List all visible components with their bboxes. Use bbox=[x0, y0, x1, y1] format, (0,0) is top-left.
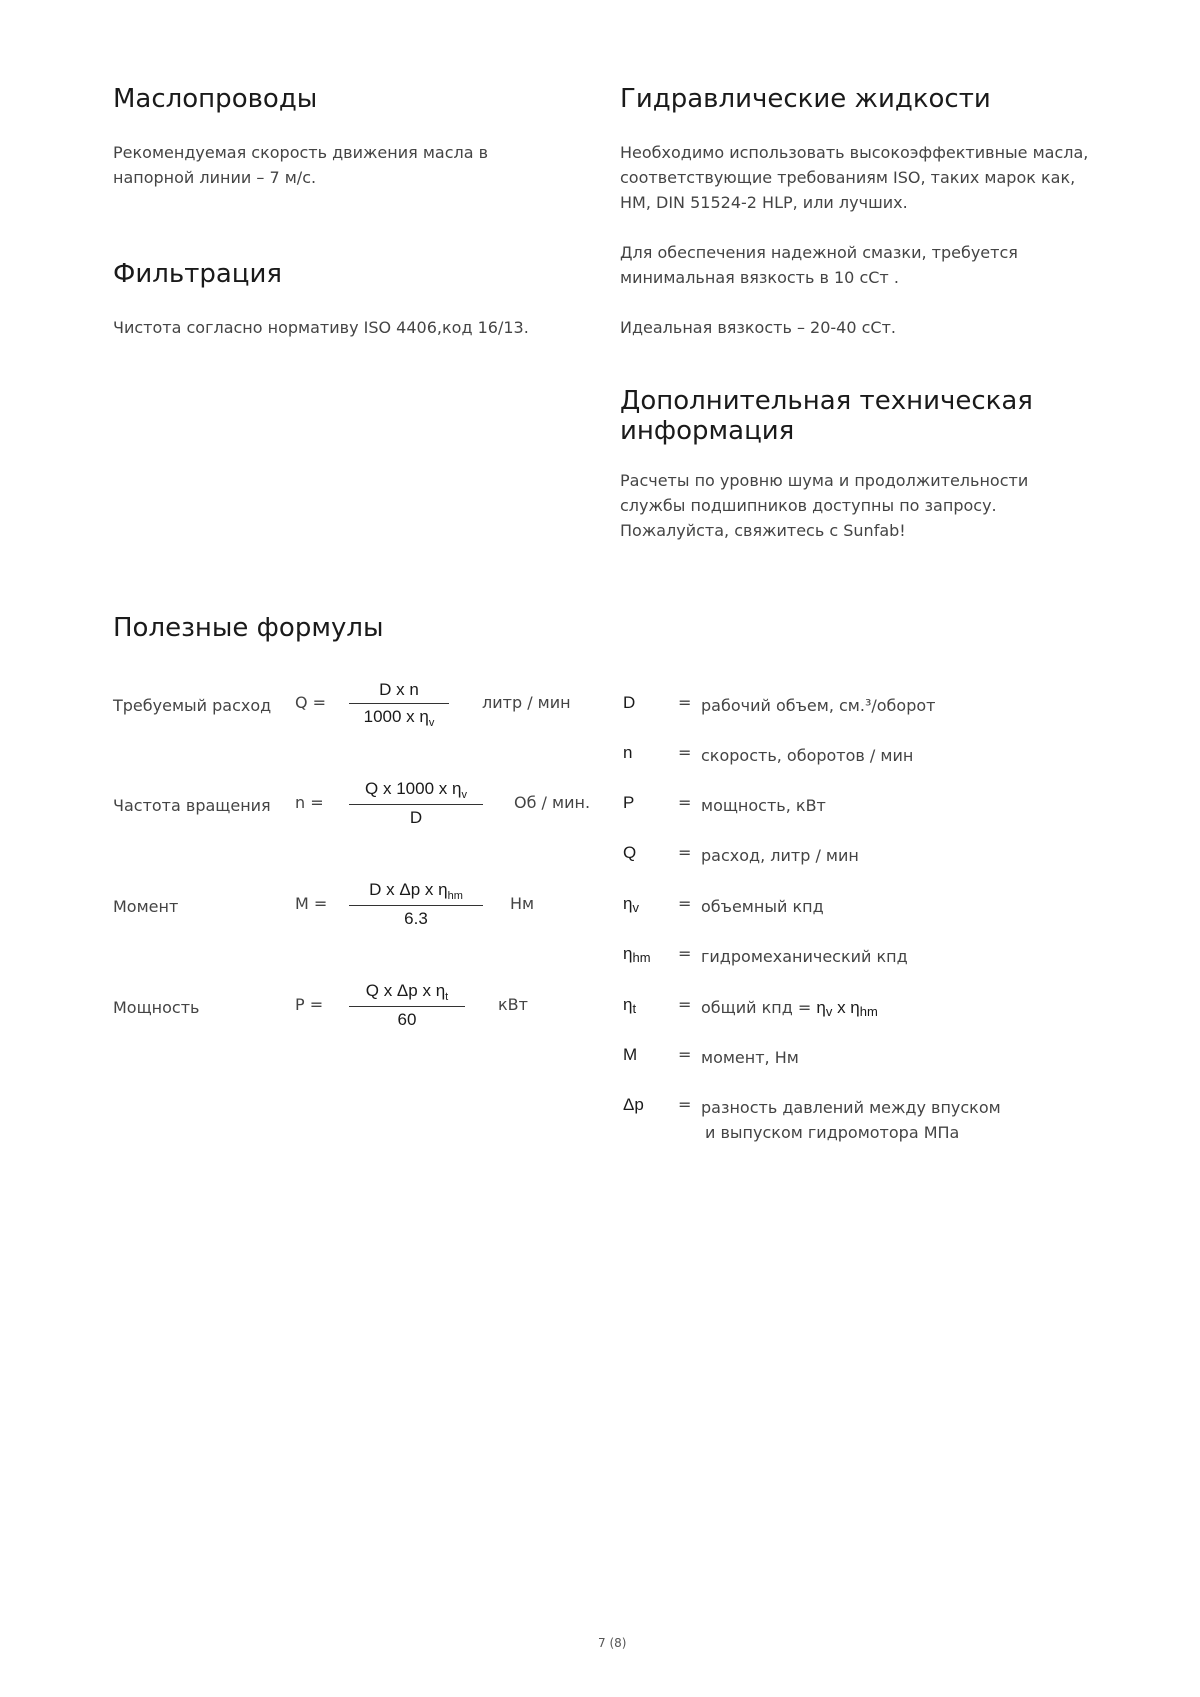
definition-symbol: $\eta_v$ bbox=[623, 894, 639, 915]
formula-label: Мощность bbox=[113, 998, 200, 1017]
fraction-denominator: 6.3 bbox=[404, 909, 428, 928]
formula-fraction bbox=[349, 779, 483, 828]
definition-symbol: Q bbox=[623, 843, 637, 862]
fraction-denominator: 1000 x $\eta_v$ bbox=[363, 707, 435, 729]
filtration-text: Чистота согласно нормативу ISO 4406,код 16/13. bbox=[113, 318, 529, 337]
definition-equals: = bbox=[678, 944, 692, 963]
definition-description: рабочий объем, см.³/оборот bbox=[701, 696, 936, 715]
filtration-title: Фильтрация bbox=[113, 259, 283, 289]
definition-description: гидромеханический кпд bbox=[701, 947, 908, 966]
definition-equals: = bbox=[678, 693, 692, 712]
formula-unit: Об / мин. bbox=[514, 793, 591, 812]
page-number: 7 (8) bbox=[598, 1636, 627, 1650]
formula-fraction bbox=[349, 981, 465, 1030]
fraction-numerator: Q x 1000 x $\eta_v$ bbox=[349, 779, 483, 805]
definition-row bbox=[623, 693, 1123, 723]
definition-description: расход, литр / мин bbox=[701, 846, 859, 865]
formulas-title: Полезные формулы bbox=[113, 613, 384, 643]
formula-label: Требуемый расход bbox=[113, 696, 272, 715]
definition-symbol: n bbox=[623, 743, 633, 762]
definition-equals: = bbox=[678, 894, 692, 913]
definition-equals: = bbox=[678, 843, 692, 862]
hydraulic-fluids-paragraph: Для обеспечения надежной смазки, требуется минимальная вязкость в 10 сСт . bbox=[620, 243, 1018, 287]
formula-unit: Нм bbox=[510, 894, 535, 913]
oil-lines-text: Рекомендуемая скорость движения масла в напорной линии – 7 м/с. bbox=[113, 143, 489, 187]
fraction-numerator: D x n bbox=[349, 680, 449, 704]
formula-fraction bbox=[349, 880, 483, 929]
formula-lhs: n = bbox=[295, 793, 324, 812]
definition-description: разность давлений между впуском и выпуском гидромотора МПа bbox=[701, 1098, 1001, 1142]
fraction-numerator: D x Δp x $\eta_{hm}$ bbox=[349, 880, 483, 906]
formula-unit: литр / мин bbox=[482, 693, 571, 712]
additional-info-title-line1: Дополнительная техническая bbox=[620, 386, 1033, 416]
definition-row bbox=[623, 894, 1123, 924]
formula-lhs: M = bbox=[295, 894, 328, 913]
hydraulic-fluids-paragraph: Идеальная вязкость – 20-40 сСт. bbox=[620, 318, 896, 337]
definition-row bbox=[623, 843, 1123, 873]
definition-row bbox=[623, 1045, 1123, 1075]
definition-symbol: P bbox=[623, 793, 635, 812]
formula-lhs: P = bbox=[295, 995, 324, 1014]
definition-description: скорость, оборотов / мин bbox=[701, 746, 914, 765]
definition-equals: = bbox=[678, 793, 692, 812]
definition-equals: = bbox=[678, 1095, 692, 1114]
definition-row bbox=[623, 1095, 1123, 1147]
additional-info-title-line2: информация bbox=[620, 416, 795, 446]
definition-row bbox=[623, 793, 1123, 823]
definition-symbol: $\eta_t$ bbox=[623, 995, 637, 1016]
definition-symbol: D bbox=[623, 693, 636, 712]
fraction-numerator: Q x Δp x $\eta_t$ bbox=[349, 981, 465, 1007]
definition-row bbox=[623, 743, 1123, 773]
definition-row bbox=[623, 944, 1123, 974]
additional-info-title bbox=[620, 386, 1033, 446]
formula-label: Момент bbox=[113, 897, 179, 916]
definition-equals: = bbox=[678, 1045, 692, 1064]
definition-symbol: Δp bbox=[623, 1095, 644, 1114]
hydraulic-fluids-paragraph: Необходимо использовать высокоэффективные масла, соответствующие требованиям ISO, таких марок как, HM, DIN 51524-2 HLP, или лучших. bbox=[620, 143, 1089, 212]
fraction-denominator: D bbox=[409, 808, 423, 827]
definition-symbol: M bbox=[623, 1045, 638, 1064]
fraction-denominator: 60 bbox=[397, 1010, 417, 1029]
definition-equals: = bbox=[678, 743, 692, 762]
hydraulic-fluids-title: Гидравлические жидкости bbox=[620, 84, 991, 114]
formula-label: Частота вращения bbox=[113, 796, 271, 815]
definition-row bbox=[623, 995, 1123, 1025]
definition-description: общий кпд = $\eta_v$ x $\eta_{hm}$ bbox=[701, 998, 878, 1019]
formula-unit: кВт bbox=[498, 995, 528, 1014]
oil-lines-title: Маслопроводы bbox=[113, 84, 318, 114]
additional-info-text: Расчеты по уровню шума и продолжительности службы подшипников доступны по запросу. Пожалуйста, свяжитесь с Sunfab! bbox=[620, 471, 1029, 540]
definition-description: объемный кпд bbox=[701, 897, 824, 916]
hydraulic-fluids-body bbox=[620, 140, 1095, 340]
definition-description: мощность, кВт bbox=[701, 796, 826, 815]
definition-symbol: $\eta_{hm}$ bbox=[623, 944, 651, 965]
formula-lhs: Q = bbox=[295, 693, 327, 712]
definition-description: момент, Нм bbox=[701, 1048, 799, 1067]
definition-equals: = bbox=[678, 995, 692, 1014]
formula-fraction bbox=[349, 680, 449, 729]
